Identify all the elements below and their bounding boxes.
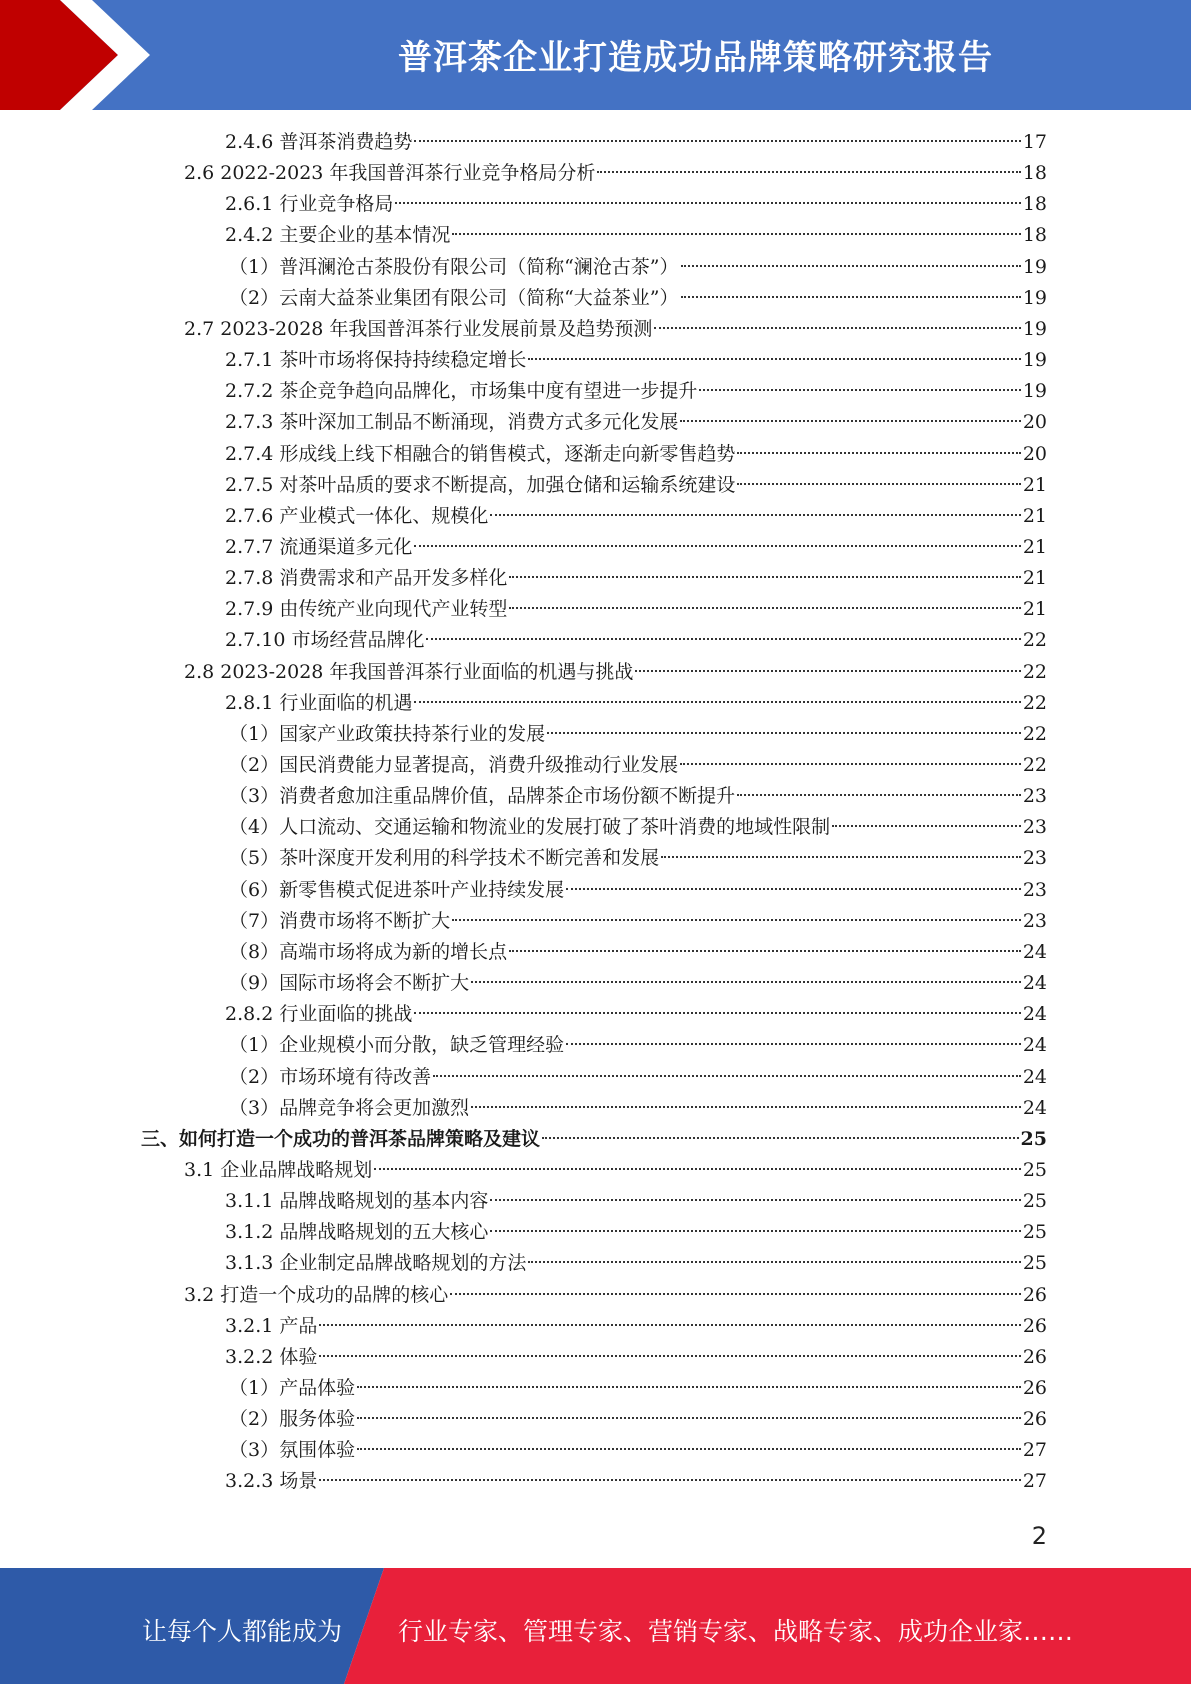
toc-entry[interactable] bbox=[229, 906, 1047, 937]
toc-entry[interactable] bbox=[229, 1062, 1047, 1093]
toc-entry-title: 2.8.2 行业面临的挑战 bbox=[225, 1003, 413, 1026]
toc-entry-page: 23 bbox=[1022, 909, 1047, 932]
toc-entry[interactable] bbox=[225, 407, 1047, 438]
toc-entry-title: （3）氛围体验 bbox=[229, 1439, 356, 1462]
toc-entry-page: 21 bbox=[1022, 473, 1047, 496]
page-header bbox=[0, 0, 1191, 110]
toc-entry-page: 24 bbox=[1022, 972, 1047, 995]
toc-entry-title: （8）高端市场将成为新的增长点 bbox=[229, 940, 508, 963]
toc-dot-leader bbox=[509, 607, 1020, 609]
toc-entry-title: 2.4.2 主要企业的基本情况 bbox=[225, 224, 451, 247]
toc-entry-title: 3.1 企业品牌战略规划 bbox=[184, 1158, 373, 1181]
toc-dot-leader bbox=[452, 233, 1020, 235]
toc-dot-leader bbox=[414, 1012, 1020, 1014]
toc-dot-leader bbox=[357, 1417, 1021, 1419]
toc-entry[interactable] bbox=[225, 563, 1047, 594]
toc-entry-title: 2.7.9 由传统产业向现代产业转型 bbox=[225, 598, 508, 621]
toc-entry-page: 26 bbox=[1022, 1377, 1047, 1399]
toc-entry-title: 2.8.1 行业面临的机遇 bbox=[225, 691, 413, 714]
toc-dot-leader bbox=[319, 1355, 1020, 1357]
toc-dot-leader bbox=[395, 202, 1020, 204]
toc-entry[interactable] bbox=[225, 1186, 1047, 1217]
toc-entry[interactable] bbox=[225, 1342, 1047, 1373]
toc-entry-title: 2.8 2023-2028 年我国普洱茶行业面临的机遇与挑战 bbox=[184, 660, 634, 683]
toc-dot-leader bbox=[509, 950, 1021, 952]
toc-entry-page: 18 bbox=[1022, 224, 1047, 247]
toc-entry-page: 26 bbox=[1022, 1408, 1047, 1431]
toc-entry-title: （2）服务体验 bbox=[229, 1408, 356, 1431]
toc-entry[interactable] bbox=[229, 719, 1047, 750]
toc-entry-title: 2.7.3 茶叶深加工制品不断涌现，消费方式多元化发展 bbox=[225, 411, 679, 434]
toc-entry[interactable] bbox=[184, 657, 1047, 688]
toc-entry[interactable] bbox=[225, 127, 1047, 158]
page-footer bbox=[0, 1568, 1191, 1684]
toc-dot-leader bbox=[680, 763, 1021, 765]
toc-entry-page: 25 bbox=[1022, 1158, 1047, 1181]
toc-entry-page: 19 bbox=[1022, 349, 1047, 372]
toc-entry[interactable] bbox=[141, 1124, 1047, 1155]
toc-entry-page: 20 bbox=[1022, 411, 1047, 434]
toc-entry-title: 2.7.2 茶企竞争趋向品牌化，市场集中度有望进一步提升 bbox=[225, 380, 698, 403]
toc-entry-page: 19 bbox=[1022, 380, 1047, 403]
toc-dot-leader bbox=[680, 420, 1020, 422]
toc-entry-title: （7）消费市场将不断扩大 bbox=[229, 909, 451, 932]
toc-entry-page: 22 bbox=[1022, 660, 1047, 683]
toc-entry-page: 27 bbox=[1022, 1439, 1047, 1462]
toc-entry-title: （3）品牌竞争将会更加激烈 bbox=[229, 1096, 470, 1119]
toc-entry-page: 19 bbox=[1022, 317, 1047, 340]
toc-dot-leader bbox=[452, 919, 1021, 921]
toc-entry-title: （1）企业规模小而分散，缺乏管理经验 bbox=[229, 1034, 565, 1057]
toc-entry-page: 26 bbox=[1022, 1314, 1047, 1337]
toc-entry-page: 20 bbox=[1022, 442, 1047, 465]
toc-entry-page: 24 bbox=[1022, 1065, 1047, 1088]
toc-dot-leader bbox=[433, 1075, 1021, 1077]
toc-entry-title: 2.7.10 市场经营品牌化 bbox=[225, 629, 425, 652]
toc-entry-page: 24 bbox=[1022, 1034, 1047, 1057]
toc-entry-page: 25 bbox=[1020, 1127, 1047, 1150]
toc-entry[interactable] bbox=[184, 1155, 1047, 1186]
toc-entry[interactable] bbox=[229, 1373, 1047, 1404]
toc-entry-title: （6）新零售模式促进茶叶产业持续发展 bbox=[229, 878, 565, 901]
toc-entry[interactable] bbox=[225, 688, 1047, 719]
toc-entry-title: 3.1.2 品牌战略规划的五大核心 bbox=[225, 1221, 489, 1244]
toc-dot-leader bbox=[414, 140, 1020, 142]
toc-entry-page: 19 bbox=[1022, 286, 1047, 309]
toc-dot-leader bbox=[509, 576, 1020, 578]
toc-dot-leader bbox=[414, 701, 1020, 703]
toc-entry[interactable] bbox=[229, 750, 1047, 781]
toc-dot-leader bbox=[450, 1293, 1021, 1295]
toc-entry-title: 3.2.3 场景 bbox=[225, 1470, 318, 1493]
toc-entry-title: 2.7.7 流通渠道多元化 bbox=[225, 535, 413, 558]
toc-entry[interactable] bbox=[225, 501, 1047, 532]
toc-entry[interactable] bbox=[229, 1030, 1047, 1061]
toc-entry-page: 21 bbox=[1022, 504, 1047, 527]
toc-entry-page: 23 bbox=[1022, 878, 1047, 901]
toc-entry-title: 2.6 2022-2023 年我国普洱茶行业竞争格局分析 bbox=[184, 162, 596, 185]
toc-entry-title: 3.2 打造一个成功的品牌的核心 bbox=[184, 1283, 449, 1306]
toc-entry-page: 24 bbox=[1022, 1096, 1047, 1119]
toc-entry-title: 2.7.6 产业模式一体化、规模化 bbox=[225, 504, 489, 527]
toc-entry[interactable] bbox=[184, 158, 1047, 189]
toc-entry-title: （9）国际市场将会不断扩大 bbox=[229, 972, 470, 995]
toc-entry[interactable] bbox=[225, 1248, 1047, 1279]
toc-dot-leader bbox=[737, 483, 1020, 485]
toc-dot-leader bbox=[374, 1168, 1021, 1170]
toc-entry-title: 2.7.5 对茶叶品质的要求不断提高，加强仓储和运输系统建设 bbox=[225, 473, 736, 496]
toc-entry-page: 17 bbox=[1022, 131, 1047, 153]
toc-entry-title: （3）消费者愈加注重品牌价值，品牌茶企市场份额不断提升 bbox=[229, 785, 736, 808]
toc-entry[interactable] bbox=[225, 532, 1047, 563]
toc-entry-title: （2）市场环境有待改善 bbox=[229, 1065, 432, 1088]
toc-dot-leader bbox=[528, 358, 1020, 360]
toc-entry[interactable] bbox=[229, 1404, 1047, 1435]
toc-entry-page: 23 bbox=[1022, 847, 1047, 870]
toc-dot-leader bbox=[654, 327, 1020, 329]
toc-entry-page: 25 bbox=[1022, 1252, 1047, 1275]
toc-entry-title: 2.7 2023-2028 年我国普洱茶行业发展前景及趋势预测 bbox=[184, 317, 653, 340]
footer-slogan-right: 行业专家、管理专家、营销专家、战略专家、成功企业家…… bbox=[398, 1617, 1074, 1646]
toc-entry[interactable] bbox=[225, 1217, 1047, 1248]
toc-entry[interactable] bbox=[229, 283, 1047, 314]
page-number: 2 bbox=[1031, 1522, 1047, 1550]
toc-entry[interactable] bbox=[225, 345, 1047, 376]
toc-entry[interactable] bbox=[229, 1435, 1047, 1466]
toc-entry[interactable] bbox=[229, 843, 1047, 874]
toc-dot-leader bbox=[635, 670, 1020, 672]
toc-dot-leader bbox=[471, 1106, 1021, 1108]
toc-dot-leader bbox=[528, 1261, 1020, 1263]
toc-dot-leader bbox=[737, 794, 1021, 796]
toc-entry[interactable] bbox=[225, 1466, 1047, 1497]
toc-entry[interactable] bbox=[184, 1280, 1047, 1311]
toc-dot-leader bbox=[357, 1386, 1021, 1388]
toc-entry-title: （2）国民消费能力显著提高，消费升级推动行业发展 bbox=[229, 754, 679, 776]
toc-dot-leader bbox=[357, 1448, 1021, 1450]
report-title: 普洱茶企业打造成功品牌策略研究报告 bbox=[398, 38, 993, 78]
toc-entry-title: （1）普洱澜沧古茶股份有限公司（简称“澜沧古茶”） bbox=[229, 255, 679, 278]
toc-entry-page: 18 bbox=[1022, 193, 1047, 216]
toc-dot-leader bbox=[490, 514, 1020, 516]
toc-entry[interactable] bbox=[229, 968, 1047, 999]
toc-entry[interactable] bbox=[225, 439, 1047, 470]
toc-entry-page: 23 bbox=[1022, 816, 1047, 839]
toc-entry-title: 2.7.8 消费需求和产品开发多样化 bbox=[225, 567, 508, 590]
toc-entry[interactable] bbox=[229, 812, 1047, 843]
toc-entry-title: 3.2.2 体验 bbox=[225, 1345, 318, 1368]
toc-entry-title: 3.2.1 产品 bbox=[225, 1314, 318, 1337]
toc-entry-page: 21 bbox=[1022, 598, 1047, 621]
toc-entry-title: 2.7.4 形成线上线下相融合的销售模式，逐渐走向新零售趋势 bbox=[225, 442, 736, 465]
toc-entry-page: 22 bbox=[1022, 754, 1047, 776]
toc-entry-title: 2.6.1 行业竞争格局 bbox=[225, 193, 394, 216]
toc-entry-title: 三、如何打造一个成功的普洱茶品牌策略及建议 bbox=[141, 1127, 541, 1150]
toc-entry-page: 25 bbox=[1022, 1221, 1047, 1244]
toc-entry-title: （1）产品体验 bbox=[229, 1377, 356, 1399]
toc-entry[interactable] bbox=[225, 189, 1047, 220]
toc-dot-leader bbox=[681, 296, 1021, 298]
toc-entry[interactable] bbox=[225, 376, 1047, 407]
toc-entry[interactable] bbox=[225, 625, 1047, 656]
toc-dot-leader bbox=[832, 825, 1021, 827]
toc-entry[interactable] bbox=[229, 1093, 1047, 1124]
toc-entry[interactable] bbox=[229, 937, 1047, 968]
toc-dot-leader bbox=[490, 1199, 1020, 1201]
toc-dot-leader bbox=[547, 732, 1021, 734]
toc-entry-page: 24 bbox=[1022, 1003, 1047, 1026]
toc-dot-leader bbox=[426, 638, 1020, 640]
toc-dot-leader bbox=[566, 1043, 1021, 1045]
toc-entry-title: （1）国家产业政策扶持茶行业的发展 bbox=[229, 722, 546, 745]
toc-entry-page: 22 bbox=[1022, 722, 1047, 745]
toc-dot-leader bbox=[490, 1230, 1020, 1232]
toc-dot-leader bbox=[414, 545, 1020, 547]
toc-dot-leader bbox=[542, 1137, 1019, 1139]
toc-entry-page: 21 bbox=[1022, 567, 1047, 590]
toc-dot-leader bbox=[471, 981, 1021, 983]
toc-entry[interactable] bbox=[229, 781, 1047, 812]
toc-entry-page: 18 bbox=[1022, 162, 1047, 185]
toc-entry-page: 23 bbox=[1022, 785, 1047, 808]
toc-entry-title: （4）人口流动、交通运输和物流业的发展打破了茶叶消费的地域性限制 bbox=[229, 816, 831, 839]
toc-entry-page: 27 bbox=[1022, 1470, 1047, 1493]
toc-entry[interactable] bbox=[229, 252, 1047, 283]
toc-entry-title: 3.1.1 品牌战略规划的基本内容 bbox=[225, 1190, 489, 1213]
toc-entry[interactable] bbox=[184, 314, 1047, 345]
toc-entry-title: （2）云南大益茶业集团有限公司（简称“大益茶业”） bbox=[229, 286, 679, 309]
toc-entry[interactable] bbox=[225, 999, 1047, 1030]
toc-entry-page: 25 bbox=[1022, 1190, 1047, 1213]
toc-entry-page: 21 bbox=[1022, 535, 1047, 558]
toc-entry-page: 22 bbox=[1022, 629, 1047, 652]
toc-entry-title: （5）茶叶深度开发利用的科学技术不断完善和发展 bbox=[229, 847, 660, 870]
toc-entry-title: 2.4.6 普洱茶消费趋势 bbox=[225, 131, 413, 153]
toc-entry-title: 3.1.3 企业制定品牌战略规划的方法 bbox=[225, 1252, 527, 1275]
toc-dot-leader bbox=[319, 1324, 1020, 1326]
toc-entry-page: 22 bbox=[1022, 691, 1047, 714]
toc-entry[interactable] bbox=[225, 1311, 1047, 1342]
toc-dot-leader bbox=[699, 389, 1020, 391]
toc-entry[interactable] bbox=[225, 594, 1047, 625]
toc-entry-page: 19 bbox=[1022, 255, 1047, 278]
toc-entry-page: 24 bbox=[1022, 940, 1047, 963]
toc-entry[interactable] bbox=[229, 875, 1047, 906]
toc-dot-leader bbox=[681, 265, 1021, 267]
toc-entry-page: 26 bbox=[1022, 1283, 1047, 1306]
toc-dot-leader bbox=[737, 452, 1020, 454]
footer-slogan-left: 让每个人都能成为 bbox=[142, 1617, 343, 1646]
toc-dot-leader bbox=[566, 888, 1021, 890]
toc-entry[interactable] bbox=[225, 220, 1047, 251]
toc-dot-leader bbox=[597, 171, 1020, 173]
toc-dot-leader bbox=[319, 1479, 1020, 1481]
toc-entry-title: 2.7.1 茶叶市场将保持持续稳定增长 bbox=[225, 349, 527, 372]
toc-entry-page: 26 bbox=[1022, 1345, 1047, 1368]
toc-dot-leader bbox=[661, 856, 1021, 858]
toc-entry[interactable] bbox=[225, 470, 1047, 501]
